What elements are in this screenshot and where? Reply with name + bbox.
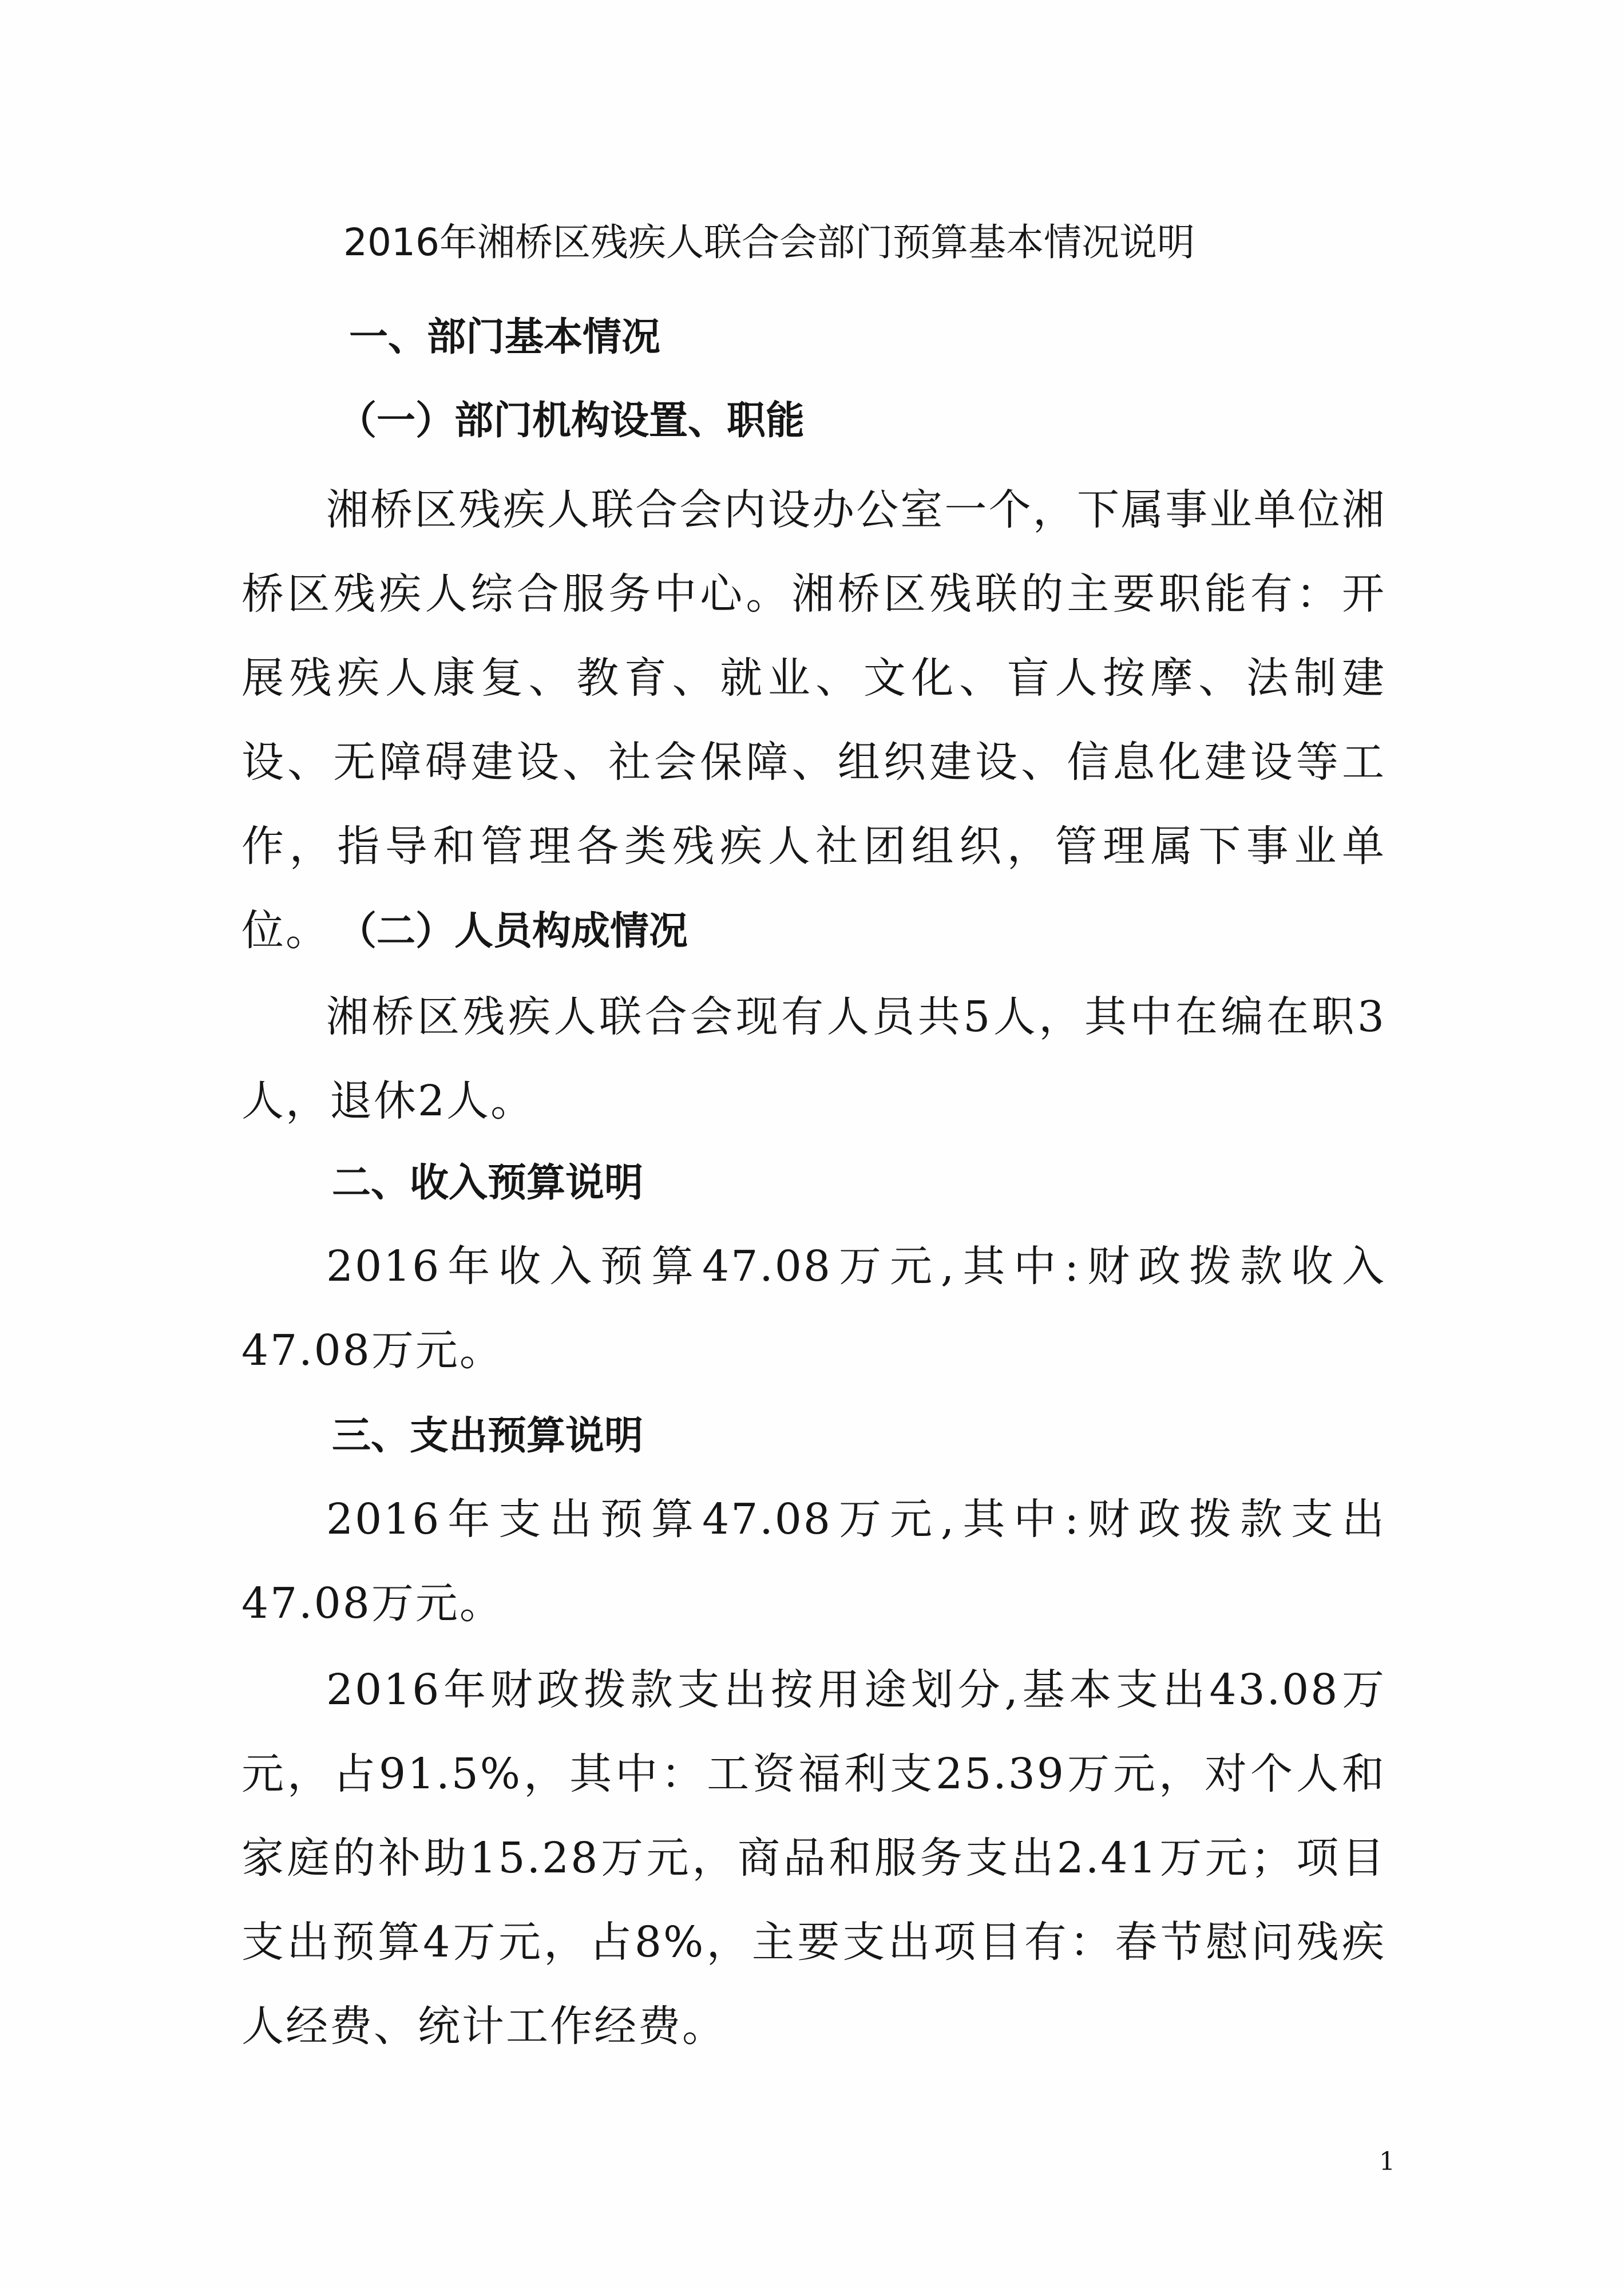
paragraph-staff-composition: 湘桥区残疾人联合会现有人员共5人，其中在编在职3人，退休2人。 bbox=[241, 992, 1386, 1126]
document-title: 2016年湘桥区残疾人联合会部门预算基本情况说明 bbox=[343, 220, 1195, 264]
subsection-heading-staff: （二）人员构成情况 bbox=[338, 909, 688, 954]
paragraph-organization-functions: 湘桥区残疾人联合会内设办公室一个，下属事业单位湘桥区残疾人综合服务中心。湘桥区残联的主要职能有：开展残疾人康复、教育、就业、文化、盲人按摩、法制建设、无障碍建设、社会保障、组织建设、信息化建设等工作，指导和管理各类残疾人社团组织，管理属下事业单位。 bbox=[241, 485, 1386, 955]
section-heading-income-budget: 二、收入预算说明 bbox=[332, 1161, 644, 1206]
section-heading-basic-info: 一、部门基本情况 bbox=[349, 315, 661, 360]
paragraph-income-budget: 2016年收入预算47.08万元,其中:财政拨款收入47.08万元。 bbox=[241, 1242, 1386, 1375]
subsection-heading-organization: （一）部门机构设置、职能 bbox=[338, 398, 805, 443]
paragraph-expenditure-budget: 2016年支出预算47.08万元,其中:财政拨款支出47.08万元。 bbox=[241, 1495, 1386, 1628]
section-heading-expenditure-budget: 三、支出预算说明 bbox=[332, 1413, 644, 1459]
paragraph-expenditure-breakdown: 2016年财政拨款支出按用途划分,基本支出43.08万元，占91.5%，其中：工资福利支25.39万元，对个人和家庭的补助15.28万元，商品和服务支出2.41万元；项目支出预算4万元，占8%，主要支出项目有：春节慰问残疾人经费、统计工作经费。 bbox=[241, 1665, 1386, 2051]
page-number: 1 bbox=[1379, 2147, 1395, 2176]
